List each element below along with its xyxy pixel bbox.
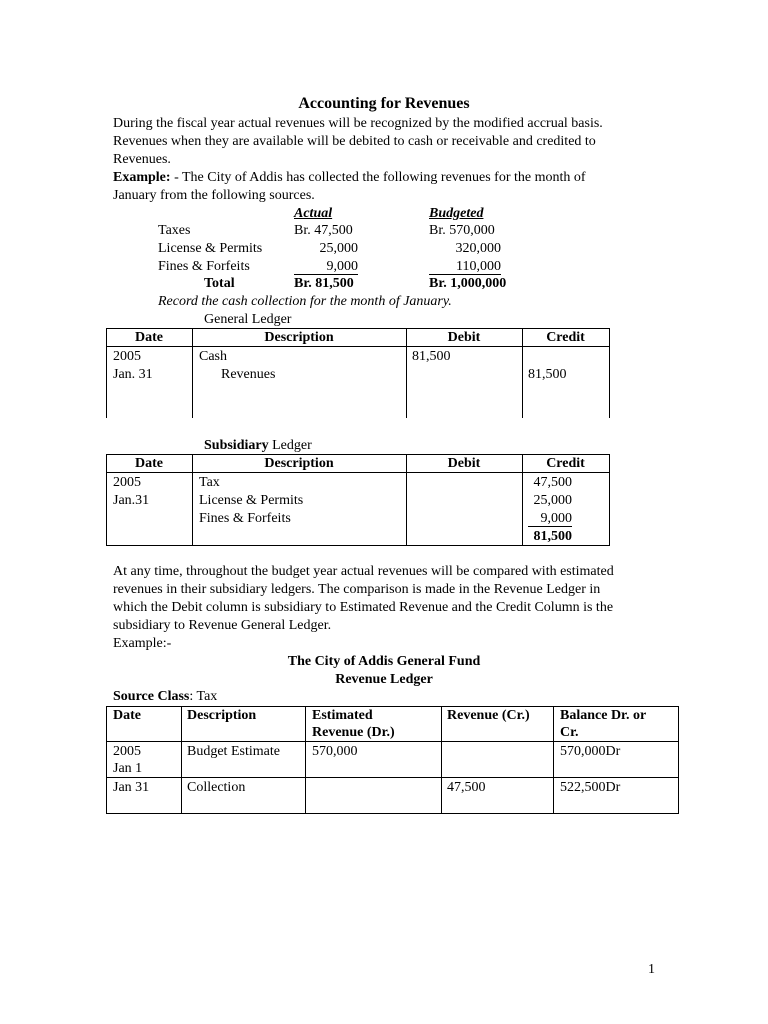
page-title: Accounting for Revenues [298, 95, 470, 112]
comparison-line: subsidiary to Revenue General Ledger. [113, 618, 332, 633]
cell-description: Fines & Forfeits [199, 511, 291, 526]
comparison-line: Example:- [113, 636, 172, 651]
header-date: Date [135, 330, 163, 345]
page-number: 1 [648, 962, 655, 977]
cell-description: Collection [187, 780, 246, 795]
row-budgeted: 110,000 [429, 259, 501, 275]
example-line [113, 169, 586, 187]
header-debit: Debit [447, 456, 481, 471]
cell-credit: 81,500 [528, 367, 567, 382]
header-debit: Debit [447, 330, 481, 345]
cell-credit: 9,000 [528, 511, 572, 527]
header-revenue: Revenue (Cr.) [447, 708, 530, 723]
header-balance: Cr. [560, 725, 579, 740]
cell-description: Cash [199, 349, 227, 364]
instruction-text: Record the cash collection for the month of January. [158, 294, 452, 309]
total-budgeted: Br. 1,000,000 [429, 276, 507, 291]
header-description: Description [187, 708, 257, 723]
comparison-line: revenues in their subsidiary ledgers. The comparison is made in the Revenue Ledger in [113, 582, 601, 597]
row-budgeted: Br. 570,000 [429, 223, 495, 238]
cell-description: Tax [199, 475, 220, 490]
row-label: Taxes [158, 223, 191, 238]
cell-description: License & Permits [199, 493, 304, 508]
row-actual: 9,000 [294, 259, 358, 275]
cell-debit: 81,500 [412, 349, 451, 364]
header-estimated: Revenue (Dr.) [312, 725, 395, 740]
row-label: License & Permits [158, 241, 263, 256]
intro-line: During the fiscal year actual revenues will be recognized by the modified accrual basis. [113, 116, 603, 131]
row-label: Fines & Forfeits [158, 259, 250, 274]
intro-line: Revenues. [113, 152, 171, 167]
comparison-line: which the Debit column is subsidiary to Estimated Revenue and the Credit Column is the [113, 600, 614, 615]
cell-revenue: 47,500 [447, 780, 486, 795]
header-estimated: Estimated [312, 708, 373, 723]
row-actual: Br. 47,500 [294, 223, 353, 238]
cell-balance: 570,000Dr [560, 744, 621, 759]
row-budgeted: 320,000 [455, 241, 501, 256]
cell-date: Jan. 31 [113, 367, 153, 382]
header-credit: Credit [546, 456, 585, 471]
cell-date: 2005 [113, 744, 141, 759]
header-balance: Balance Dr. or [560, 708, 647, 723]
cell-date: Jan 31 [113, 780, 150, 795]
cell-description: Budget Estimate [187, 744, 280, 759]
cell-balance: 522,500Dr [560, 780, 621, 795]
cell-credit: 25,000 [533, 493, 572, 508]
revenue-ledger-heading: The City of Addis General Fund [287, 654, 481, 669]
header-description: Description [264, 456, 334, 471]
cell-credit: 47,500 [533, 475, 572, 490]
cell-date: 2005 [113, 475, 141, 490]
revenue-ledger-subheading: Revenue Ledger [335, 672, 433, 687]
general-ledger-caption: General Ledger [204, 312, 292, 327]
cell-date: Jan 1 [113, 761, 143, 776]
cell-credit-total: 81,500 [533, 529, 572, 544]
header-credit: Credit [546, 330, 585, 345]
header-date: Date [113, 708, 141, 723]
cell-estimated: 570,000 [312, 744, 358, 759]
col-actual-header: Actual [294, 206, 333, 221]
subsidiary-ledger-caption: Subsidiary Ledger [204, 438, 312, 453]
intro-line: Revenues when they are available will be debited to cash or receivable and credited to [113, 134, 596, 149]
header-description: Description [264, 330, 334, 345]
example-line: January from the following sources. [113, 188, 315, 203]
col-budgeted-header: Budgeted [429, 206, 484, 221]
source-class: Source Class: Tax [113, 689, 218, 704]
cell-description: Revenues [221, 367, 276, 382]
comparison-line: At any time, throughout the budget year actual revenues will be compared with estimated [113, 564, 614, 579]
example-text: - The City of Addis has collected the following revenues for the month of [170, 170, 586, 185]
example-label: Example: [113, 170, 171, 185]
total-actual: Br. 81,500 [294, 276, 354, 291]
row-actual: 25,000 [319, 241, 358, 256]
total-label: Total [204, 276, 235, 291]
cell-date: Jan.31 [113, 493, 150, 508]
cell-date: 2005 [113, 349, 141, 364]
header-date: Date [135, 456, 163, 471]
